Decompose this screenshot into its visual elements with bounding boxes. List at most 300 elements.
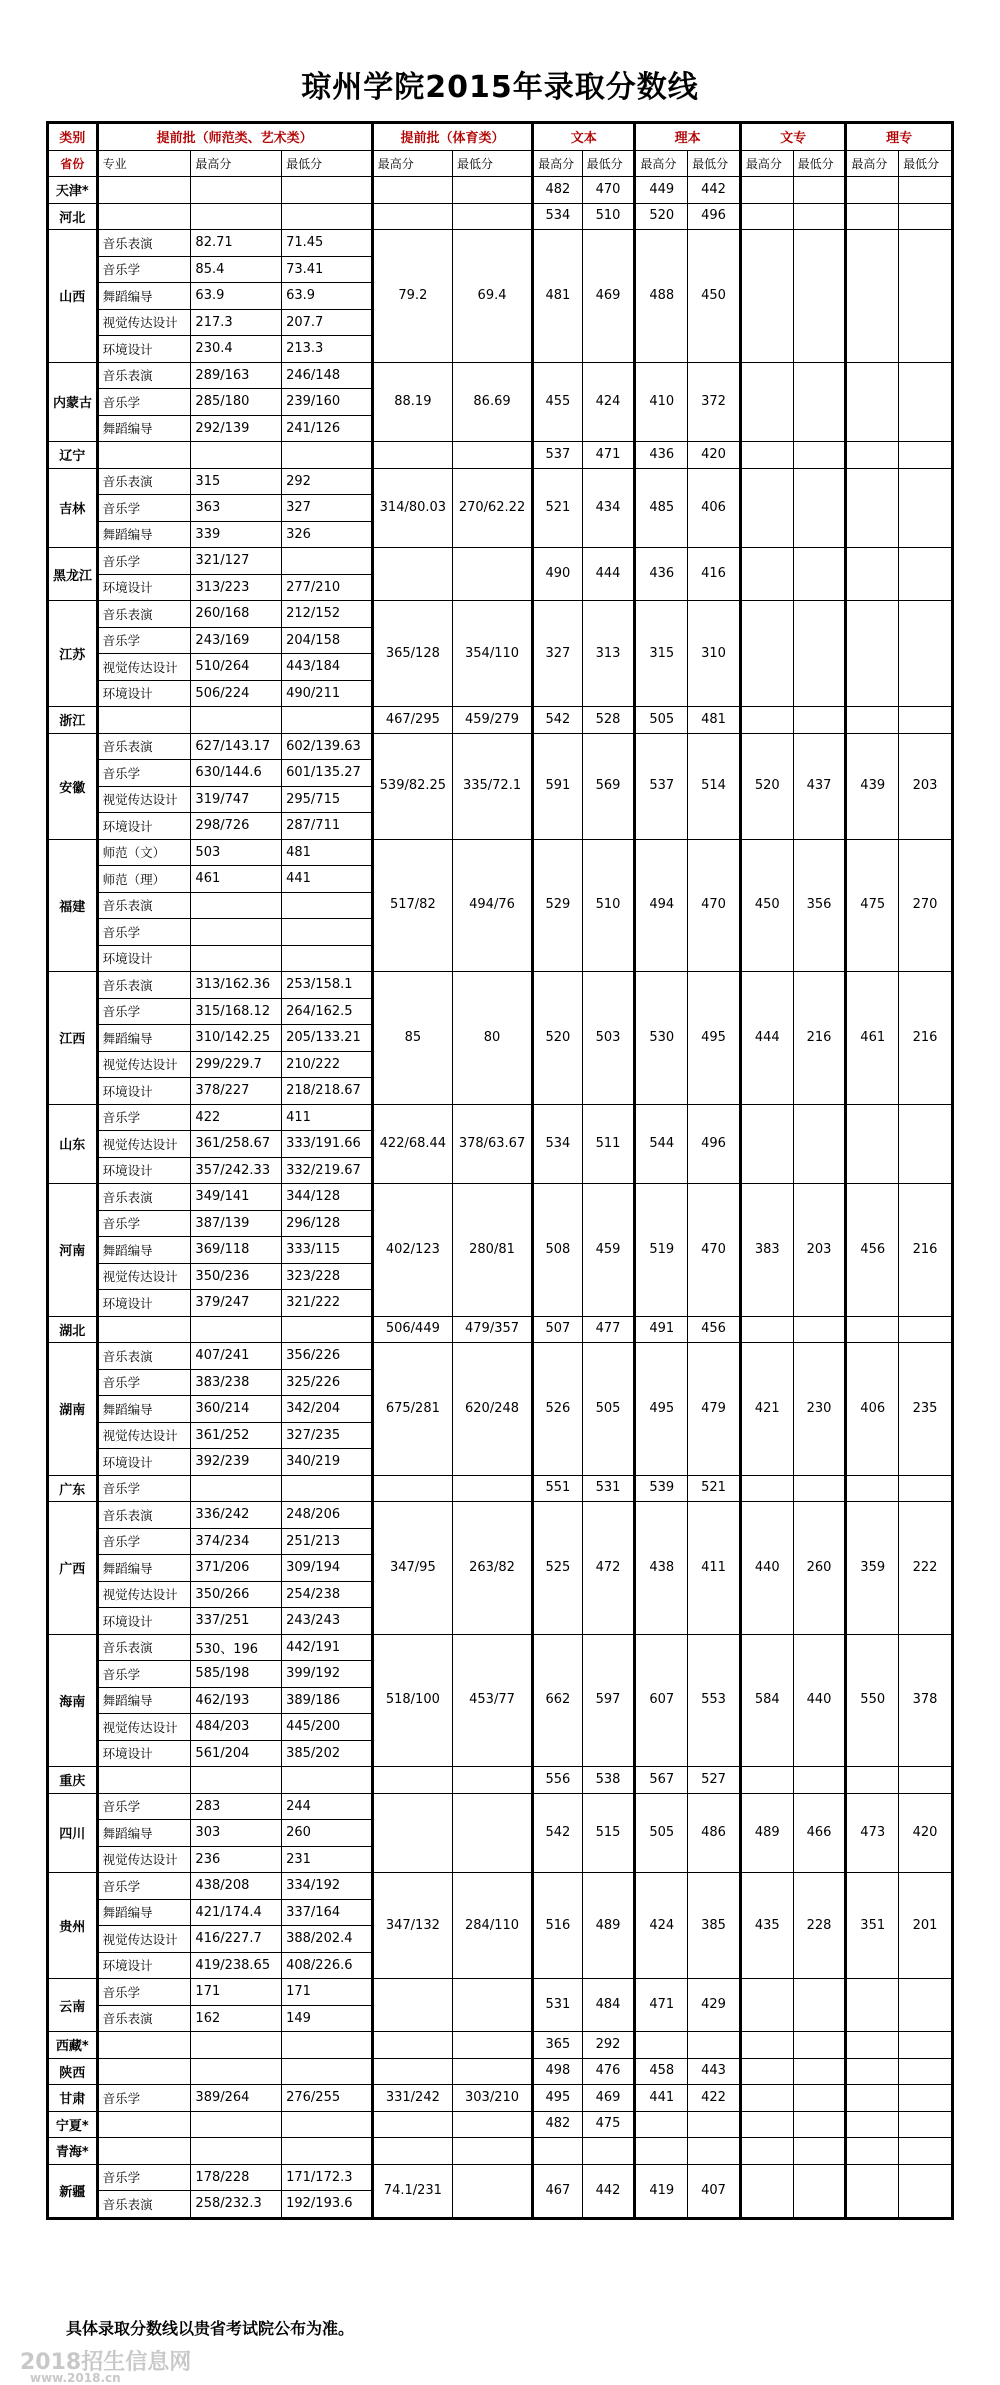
- wenben-min-score: 313: [582, 601, 635, 707]
- sports-min-score: 479/357: [452, 1316, 532, 1343]
- lizhuan-max-score: [846, 203, 899, 230]
- art-max-score: 585/198: [191, 1661, 282, 1688]
- wenzhuan-max-score: [740, 1104, 793, 1184]
- wenben-min-score: 476: [582, 2058, 635, 2085]
- art-max-score: [191, 1767, 282, 1794]
- art-max-score: 387/139: [191, 1210, 282, 1237]
- liben-min-score: 443: [688, 2058, 741, 2085]
- wenzhuan-min-score: 216: [793, 972, 846, 1105]
- art-min-score: 441: [282, 866, 373, 893]
- wenzhuan-min-score: [793, 203, 846, 230]
- liben-max-score: 495: [635, 1343, 688, 1476]
- art-min-score: 337/164: [282, 1899, 373, 1926]
- sports-max-score: [372, 2058, 452, 2085]
- art-max-score: 85.4: [191, 256, 282, 283]
- major-name: 舞蹈编导: [97, 415, 191, 442]
- sports-max-score: 314/80.03: [372, 468, 452, 548]
- liben-min-score: 553: [688, 1634, 741, 1767]
- art-max-score: [191, 892, 282, 919]
- art-min-score: 344/128: [282, 1184, 373, 1211]
- wenben-min-score: 511: [582, 1104, 635, 1184]
- major-name: 音乐学: [97, 2164, 191, 2191]
- table-row: [48, 1873, 953, 1900]
- wenben-max-score: 455: [533, 362, 583, 442]
- province-name: 浙江: [48, 707, 98, 734]
- liben-min-score: [688, 2138, 741, 2165]
- art-max-score: 217.3: [191, 309, 282, 336]
- footnote: 具体录取分数线以贵省考试院公布为准。: [66, 2319, 355, 2338]
- major-name: 音乐表演: [97, 601, 191, 628]
- sports-min-score: [452, 2164, 532, 2218]
- art-min-score: 389/186: [282, 1687, 373, 1714]
- art-min-score: 309/194: [282, 1555, 373, 1582]
- wenben-min-score: 469: [582, 230, 635, 363]
- header-category: 类别: [48, 123, 98, 151]
- sports-max-score: 347/132: [372, 1873, 452, 1979]
- province-name: 贵州: [48, 1873, 98, 1979]
- lizhuan-min-score: 216: [899, 1184, 953, 1317]
- art-min-score: 411: [282, 1104, 373, 1131]
- sports-min-score: 354/110: [452, 601, 532, 707]
- table-row: [48, 362, 953, 389]
- sports-max-score: [372, 177, 452, 204]
- province-name: 山西: [48, 230, 98, 363]
- art-min-score: 246/148: [282, 362, 373, 389]
- wenzhuan-min-score: [793, 2032, 846, 2059]
- table-row: [48, 2085, 953, 2112]
- lizhuan-min-score: [899, 177, 953, 204]
- wenben-min-score: 484: [582, 1979, 635, 2032]
- art-max-score: 416/227.7: [191, 1926, 282, 1953]
- major-name: 音乐学: [97, 998, 191, 1025]
- wenzhuan-min-score: [793, 2058, 846, 2085]
- table-row: [48, 2032, 953, 2059]
- lizhuan-max-score: [846, 548, 899, 601]
- art-max-score: 371/206: [191, 1555, 282, 1582]
- wenben-max-score: 534: [533, 203, 583, 230]
- liben-min-score: [688, 2032, 741, 2059]
- wenzhuan-min-score: [793, 2164, 846, 2218]
- major-name: [97, 177, 191, 204]
- lizhuan-max-score: [846, 1316, 899, 1343]
- wenben-min-score: 424: [582, 362, 635, 442]
- art-min-score: [282, 1475, 373, 1502]
- wenzhuan-min-score: 437: [793, 733, 846, 839]
- major-name: 环境设计: [97, 1157, 191, 1184]
- sports-max-score: [372, 2111, 452, 2138]
- major-name: 舞蹈编导: [97, 1396, 191, 1423]
- major-name: 音乐学: [97, 1210, 191, 1237]
- sports-min-score: [452, 2032, 532, 2059]
- art-max-score: 321/127: [191, 548, 282, 575]
- art-max-score: 506/224: [191, 680, 282, 707]
- lizhuan-min-score: [899, 442, 953, 469]
- table-row: [48, 1502, 953, 1529]
- wenzhuan-min-score: [793, 442, 846, 469]
- wenben-min-score: 597: [582, 1634, 635, 1767]
- liben-max-score: 519: [635, 1184, 688, 1317]
- art-max-score: 421/174.4: [191, 1899, 282, 1926]
- major-name: 音乐学: [97, 1661, 191, 1688]
- art-min-score: 231: [282, 1846, 373, 1873]
- sports-min-score: 494/76: [452, 839, 532, 972]
- art-min-score: 326: [282, 521, 373, 548]
- lizhuan-max-score: [846, 2164, 899, 2218]
- header-wenben-max: 最高分: [533, 150, 583, 177]
- art-max-score: 336/242: [191, 1502, 282, 1529]
- wenzhuan-min-score: [793, 362, 846, 442]
- table-body: [48, 177, 953, 2219]
- major-name: 音乐表演: [97, 892, 191, 919]
- liben-max-score: 436: [635, 442, 688, 469]
- sports-max-score: 74.1/231: [372, 2164, 452, 2218]
- lizhuan-max-score: 406: [846, 1343, 899, 1476]
- art-min-score: 243/243: [282, 1608, 373, 1635]
- art-min-score: 490/211: [282, 680, 373, 707]
- lizhuan-min-score: 201: [899, 1873, 953, 1979]
- art-min-score: 207.7: [282, 309, 373, 336]
- wenzhuan-min-score: [793, 2111, 846, 2138]
- lizhuan-max-score: [846, 1475, 899, 1502]
- art-max-score: 361/258.67: [191, 1131, 282, 1158]
- major-name: 音乐表演: [97, 1634, 191, 1661]
- wenben-max-score: 537: [533, 442, 583, 469]
- art-max-score: 285/180: [191, 389, 282, 416]
- header-art-min: 最低分: [282, 150, 373, 177]
- lizhuan-max-score: [846, 2058, 899, 2085]
- liben-max-score: 424: [635, 1873, 688, 1979]
- major-name: 舞蹈编导: [97, 283, 191, 310]
- lizhuan-max-score: 439: [846, 733, 899, 839]
- art-max-score: 378/227: [191, 1078, 282, 1105]
- art-min-score: 71.45: [282, 230, 373, 257]
- lizhuan-max-score: [846, 468, 899, 548]
- province-name: 陕西: [48, 2058, 98, 2085]
- art-min-score: [282, 919, 373, 946]
- wenben-max-score: 482: [533, 2111, 583, 2138]
- liben-max-score: [635, 2138, 688, 2165]
- liben-max-score: [635, 2032, 688, 2059]
- major-name: 音乐表演: [97, 2005, 191, 2032]
- lizhuan-min-score: [899, 2111, 953, 2138]
- wenzhuan-max-score: [740, 2032, 793, 2059]
- lizhuan-min-score: [899, 548, 953, 601]
- liben-min-score: 481: [688, 707, 741, 734]
- art-max-score: 462/193: [191, 1687, 282, 1714]
- art-min-score: 254/238: [282, 1581, 373, 1608]
- wenzhuan-max-score: [740, 1979, 793, 2032]
- major-name: 师范（文）: [97, 839, 191, 866]
- liben-min-score: 442: [688, 177, 741, 204]
- sports-min-score: 335/72.1: [452, 733, 532, 839]
- sports-min-score: 86.69: [452, 362, 532, 442]
- wenben-min-score: 477: [582, 1316, 635, 1343]
- lizhuan-min-score: [899, 1767, 953, 1794]
- major-name: [97, 442, 191, 469]
- major-name: 音乐学: [97, 1528, 191, 1555]
- art-max-score: 315: [191, 468, 282, 495]
- wenben-max-score: 662: [533, 1634, 583, 1767]
- header-liben-min: 最低分: [688, 150, 741, 177]
- lizhuan-max-score: [846, 1767, 899, 1794]
- wenzhuan-min-score: [793, 177, 846, 204]
- wenzhuan-min-score: 203: [793, 1184, 846, 1317]
- art-min-score: [282, 945, 373, 972]
- liben-max-score: 505: [635, 1793, 688, 1873]
- wenzhuan-max-score: 584: [740, 1634, 793, 1767]
- table-row: [48, 177, 953, 204]
- major-name: 环境设计: [97, 1608, 191, 1635]
- sports-max-score: [372, 2032, 452, 2059]
- art-min-score: 251/213: [282, 1528, 373, 1555]
- sports-min-score: [452, 2111, 532, 2138]
- liben-max-score: 315: [635, 601, 688, 707]
- art-min-score: 295/715: [282, 786, 373, 813]
- major-name: 舞蹈编导: [97, 521, 191, 548]
- liben-max-score: 544: [635, 1104, 688, 1184]
- major-name: 音乐表演: [97, 972, 191, 999]
- major-name: 音乐学: [97, 1475, 191, 1502]
- sports-min-score: 263/82: [452, 1502, 532, 1635]
- wenzhuan-min-score: [793, 1104, 846, 1184]
- lizhuan-min-score: [899, 230, 953, 363]
- lizhuan-min-score: 235: [899, 1343, 953, 1476]
- wenben-max-score: 365: [533, 2032, 583, 2059]
- liben-max-score: 438: [635, 1502, 688, 1635]
- lizhuan-min-score: [899, 1104, 953, 1184]
- art-max-score: [191, 177, 282, 204]
- major-name: 音乐表演: [97, 362, 191, 389]
- art-max-score: [191, 2032, 282, 2059]
- liben-min-score: 479: [688, 1343, 741, 1476]
- province-name: 江苏: [48, 601, 98, 707]
- province-name: 内蒙古: [48, 362, 98, 442]
- province-name: 海南: [48, 1634, 98, 1767]
- art-min-score: [282, 2058, 373, 2085]
- art-min-score: 356/226: [282, 1343, 373, 1370]
- wenben-max-score: 482: [533, 177, 583, 204]
- major-name: 音乐学: [97, 256, 191, 283]
- liben-max-score: 488: [635, 230, 688, 363]
- wenzhuan-max-score: 440: [740, 1502, 793, 1635]
- sports-max-score: 88.19: [372, 362, 452, 442]
- header-wenzhuan: 文专: [740, 123, 845, 151]
- wenzhuan-max-score: [740, 2138, 793, 2165]
- art-min-score: 210/222: [282, 1051, 373, 1078]
- art-min-score: 244: [282, 1793, 373, 1820]
- lizhuan-max-score: [846, 362, 899, 442]
- wenben-min-score: 442: [582, 2164, 635, 2218]
- art-min-score: [282, 2138, 373, 2165]
- major-name: 音乐表演: [97, 1502, 191, 1529]
- sports-max-score: 675/281: [372, 1343, 452, 1476]
- major-name: 音乐学: [97, 1369, 191, 1396]
- art-max-score: 178/228: [191, 2164, 282, 2191]
- lizhuan-min-score: [899, 1316, 953, 1343]
- header-liben: 理本: [635, 123, 740, 151]
- art-max-score: [191, 442, 282, 469]
- province-name: 甘肃: [48, 2085, 98, 2112]
- liben-min-score: 521: [688, 1475, 741, 1502]
- wenben-max-score: 498: [533, 2058, 583, 2085]
- wenben-min-score: 510: [582, 203, 635, 230]
- sports-max-score: 517/82: [372, 839, 452, 972]
- sports-max-score: [372, 203, 452, 230]
- liben-min-score: 429: [688, 1979, 741, 2032]
- liben-min-score: 372: [688, 362, 741, 442]
- liben-max-score: 520: [635, 203, 688, 230]
- art-max-score: 627/143.17: [191, 733, 282, 760]
- liben-min-score: 420: [688, 442, 741, 469]
- sports-min-score: 459/279: [452, 707, 532, 734]
- lizhuan-max-score: 475: [846, 839, 899, 972]
- liben-min-score: 422: [688, 2085, 741, 2112]
- major-name: 音乐学: [97, 1104, 191, 1131]
- art-max-score: 383/238: [191, 1369, 282, 1396]
- major-name: 环境设计: [97, 945, 191, 972]
- header-lizhuan-min: 最低分: [899, 150, 953, 177]
- wenben-max-score: 534: [533, 1104, 583, 1184]
- header-wenzhuan-min: 最低分: [793, 150, 846, 177]
- liben-max-score: 458: [635, 2058, 688, 2085]
- major-name: 环境设计: [97, 1078, 191, 1105]
- wenben-max-score: 525: [533, 1502, 583, 1635]
- wenzhuan-min-score: 440: [793, 1634, 846, 1767]
- province-name: 广西: [48, 1502, 98, 1635]
- art-max-score: 315/168.12: [191, 998, 282, 1025]
- wenzhuan-min-score: 230: [793, 1343, 846, 1476]
- art-min-score: 442/191: [282, 1634, 373, 1661]
- major-name: 音乐学: [97, 1793, 191, 1820]
- major-name: 音乐表演: [97, 733, 191, 760]
- sports-min-score: 284/110: [452, 1873, 532, 1979]
- table-row: [48, 1979, 953, 2006]
- liben-min-score: 514: [688, 733, 741, 839]
- art-min-score: 388/202.4: [282, 1926, 373, 1953]
- art-min-score: 192/193.6: [282, 2191, 373, 2219]
- art-max-score: [191, 945, 282, 972]
- sports-max-score: [372, 1767, 452, 1794]
- art-max-score: [191, 1475, 282, 1502]
- art-min-score: [282, 548, 373, 575]
- major-name: 师范（理）: [97, 866, 191, 893]
- lizhuan-max-score: 550: [846, 1634, 899, 1767]
- liben-min-score: 496: [688, 1104, 741, 1184]
- art-min-score: [282, 2032, 373, 2059]
- lizhuan-max-score: [846, 1979, 899, 2032]
- art-min-score: 212/152: [282, 601, 373, 628]
- wenben-max-score: 542: [533, 1793, 583, 1873]
- sports-max-score: 402/123: [372, 1184, 452, 1317]
- major-name: 音乐学: [97, 1979, 191, 2006]
- major-name: 音乐学: [97, 1873, 191, 1900]
- art-min-score: 408/226.6: [282, 1952, 373, 1979]
- art-max-score: 369/118: [191, 1237, 282, 1264]
- art-max-score: 299/229.7: [191, 1051, 282, 1078]
- liben-max-score: 505: [635, 707, 688, 734]
- major-name: 舞蹈编导: [97, 1687, 191, 1714]
- sports-max-score: 506/449: [372, 1316, 452, 1343]
- major-name: 舞蹈编导: [97, 1899, 191, 1926]
- wenben-min-score: 444: [582, 548, 635, 601]
- sports-min-score: 303/210: [452, 2085, 532, 2112]
- major-name: 视觉传达设计: [97, 654, 191, 681]
- art-max-score: 357/242.33: [191, 1157, 282, 1184]
- art-max-score: [191, 2058, 282, 2085]
- sports-max-score: [372, 1979, 452, 2032]
- major-name: 舞蹈编导: [97, 1820, 191, 1847]
- table-row: [48, 203, 953, 230]
- art-max-score: 313/223: [191, 574, 282, 601]
- wenben-max-score: 495: [533, 2085, 583, 2112]
- art-max-score: [191, 203, 282, 230]
- art-max-score: 389/264: [191, 2085, 282, 2112]
- major-name: 视觉传达设计: [97, 1846, 191, 1873]
- liben-max-score: 419: [635, 2164, 688, 2218]
- art-min-score: 443/184: [282, 654, 373, 681]
- art-min-score: 204/158: [282, 627, 373, 654]
- liben-min-score: 495: [688, 972, 741, 1105]
- wenben-max-score: [533, 2138, 583, 2165]
- wenzhuan-min-score: [793, 468, 846, 548]
- wenzhuan-min-score: 228: [793, 1873, 846, 1979]
- table-row: [48, 1316, 953, 1343]
- major-name: 视觉传达设计: [97, 1422, 191, 1449]
- sports-max-score: [372, 1793, 452, 1873]
- wenben-min-score: 538: [582, 1767, 635, 1794]
- admission-score-table: [46, 121, 954, 2220]
- wenzhuan-max-score: 421: [740, 1343, 793, 1476]
- lizhuan-min-score: [899, 1979, 953, 2032]
- lizhuan-max-score: 461: [846, 972, 899, 1105]
- header-major: 专业: [97, 150, 191, 177]
- province-name: 广东: [48, 1475, 98, 1502]
- lizhuan-min-score: [899, 203, 953, 230]
- table-row: [48, 2111, 953, 2138]
- table-row: [48, 2058, 953, 2085]
- lizhuan-min-score: 222: [899, 1502, 953, 1635]
- table-row: [48, 548, 953, 575]
- wenzhuan-max-score: [740, 601, 793, 707]
- major-name: [97, 2111, 191, 2138]
- liben-min-score: [688, 2111, 741, 2138]
- wenzhuan-max-score: [740, 2058, 793, 2085]
- wenzhuan-max-score: [740, 2164, 793, 2218]
- wenben-max-score: 542: [533, 707, 583, 734]
- sports-min-score: [452, 203, 532, 230]
- art-max-score: 162: [191, 2005, 282, 2032]
- liben-max-score: 491: [635, 1316, 688, 1343]
- lizhuan-min-score: 270: [899, 839, 953, 972]
- wenzhuan-max-score: [740, 2085, 793, 2112]
- sports-min-score: [452, 1793, 532, 1873]
- art-max-score: 363: [191, 495, 282, 522]
- art-min-score: 218/218.67: [282, 1078, 373, 1105]
- wenben-min-score: 569: [582, 733, 635, 839]
- lizhuan-max-score: [846, 601, 899, 707]
- table-row: [48, 1184, 953, 1211]
- wenben-max-score: 507: [533, 1316, 583, 1343]
- wenben-min-score: 471: [582, 442, 635, 469]
- art-min-score: 171: [282, 1979, 373, 2006]
- wenben-max-score: 327: [533, 601, 583, 707]
- liben-max-score: 471: [635, 1979, 688, 2032]
- wenzhuan-min-score: [793, 707, 846, 734]
- wenzhuan-max-score: [740, 230, 793, 363]
- sports-max-score: 518/100: [372, 1634, 452, 1767]
- art-max-score: 303: [191, 1820, 282, 1847]
- art-max-score: 561/204: [191, 1740, 282, 1767]
